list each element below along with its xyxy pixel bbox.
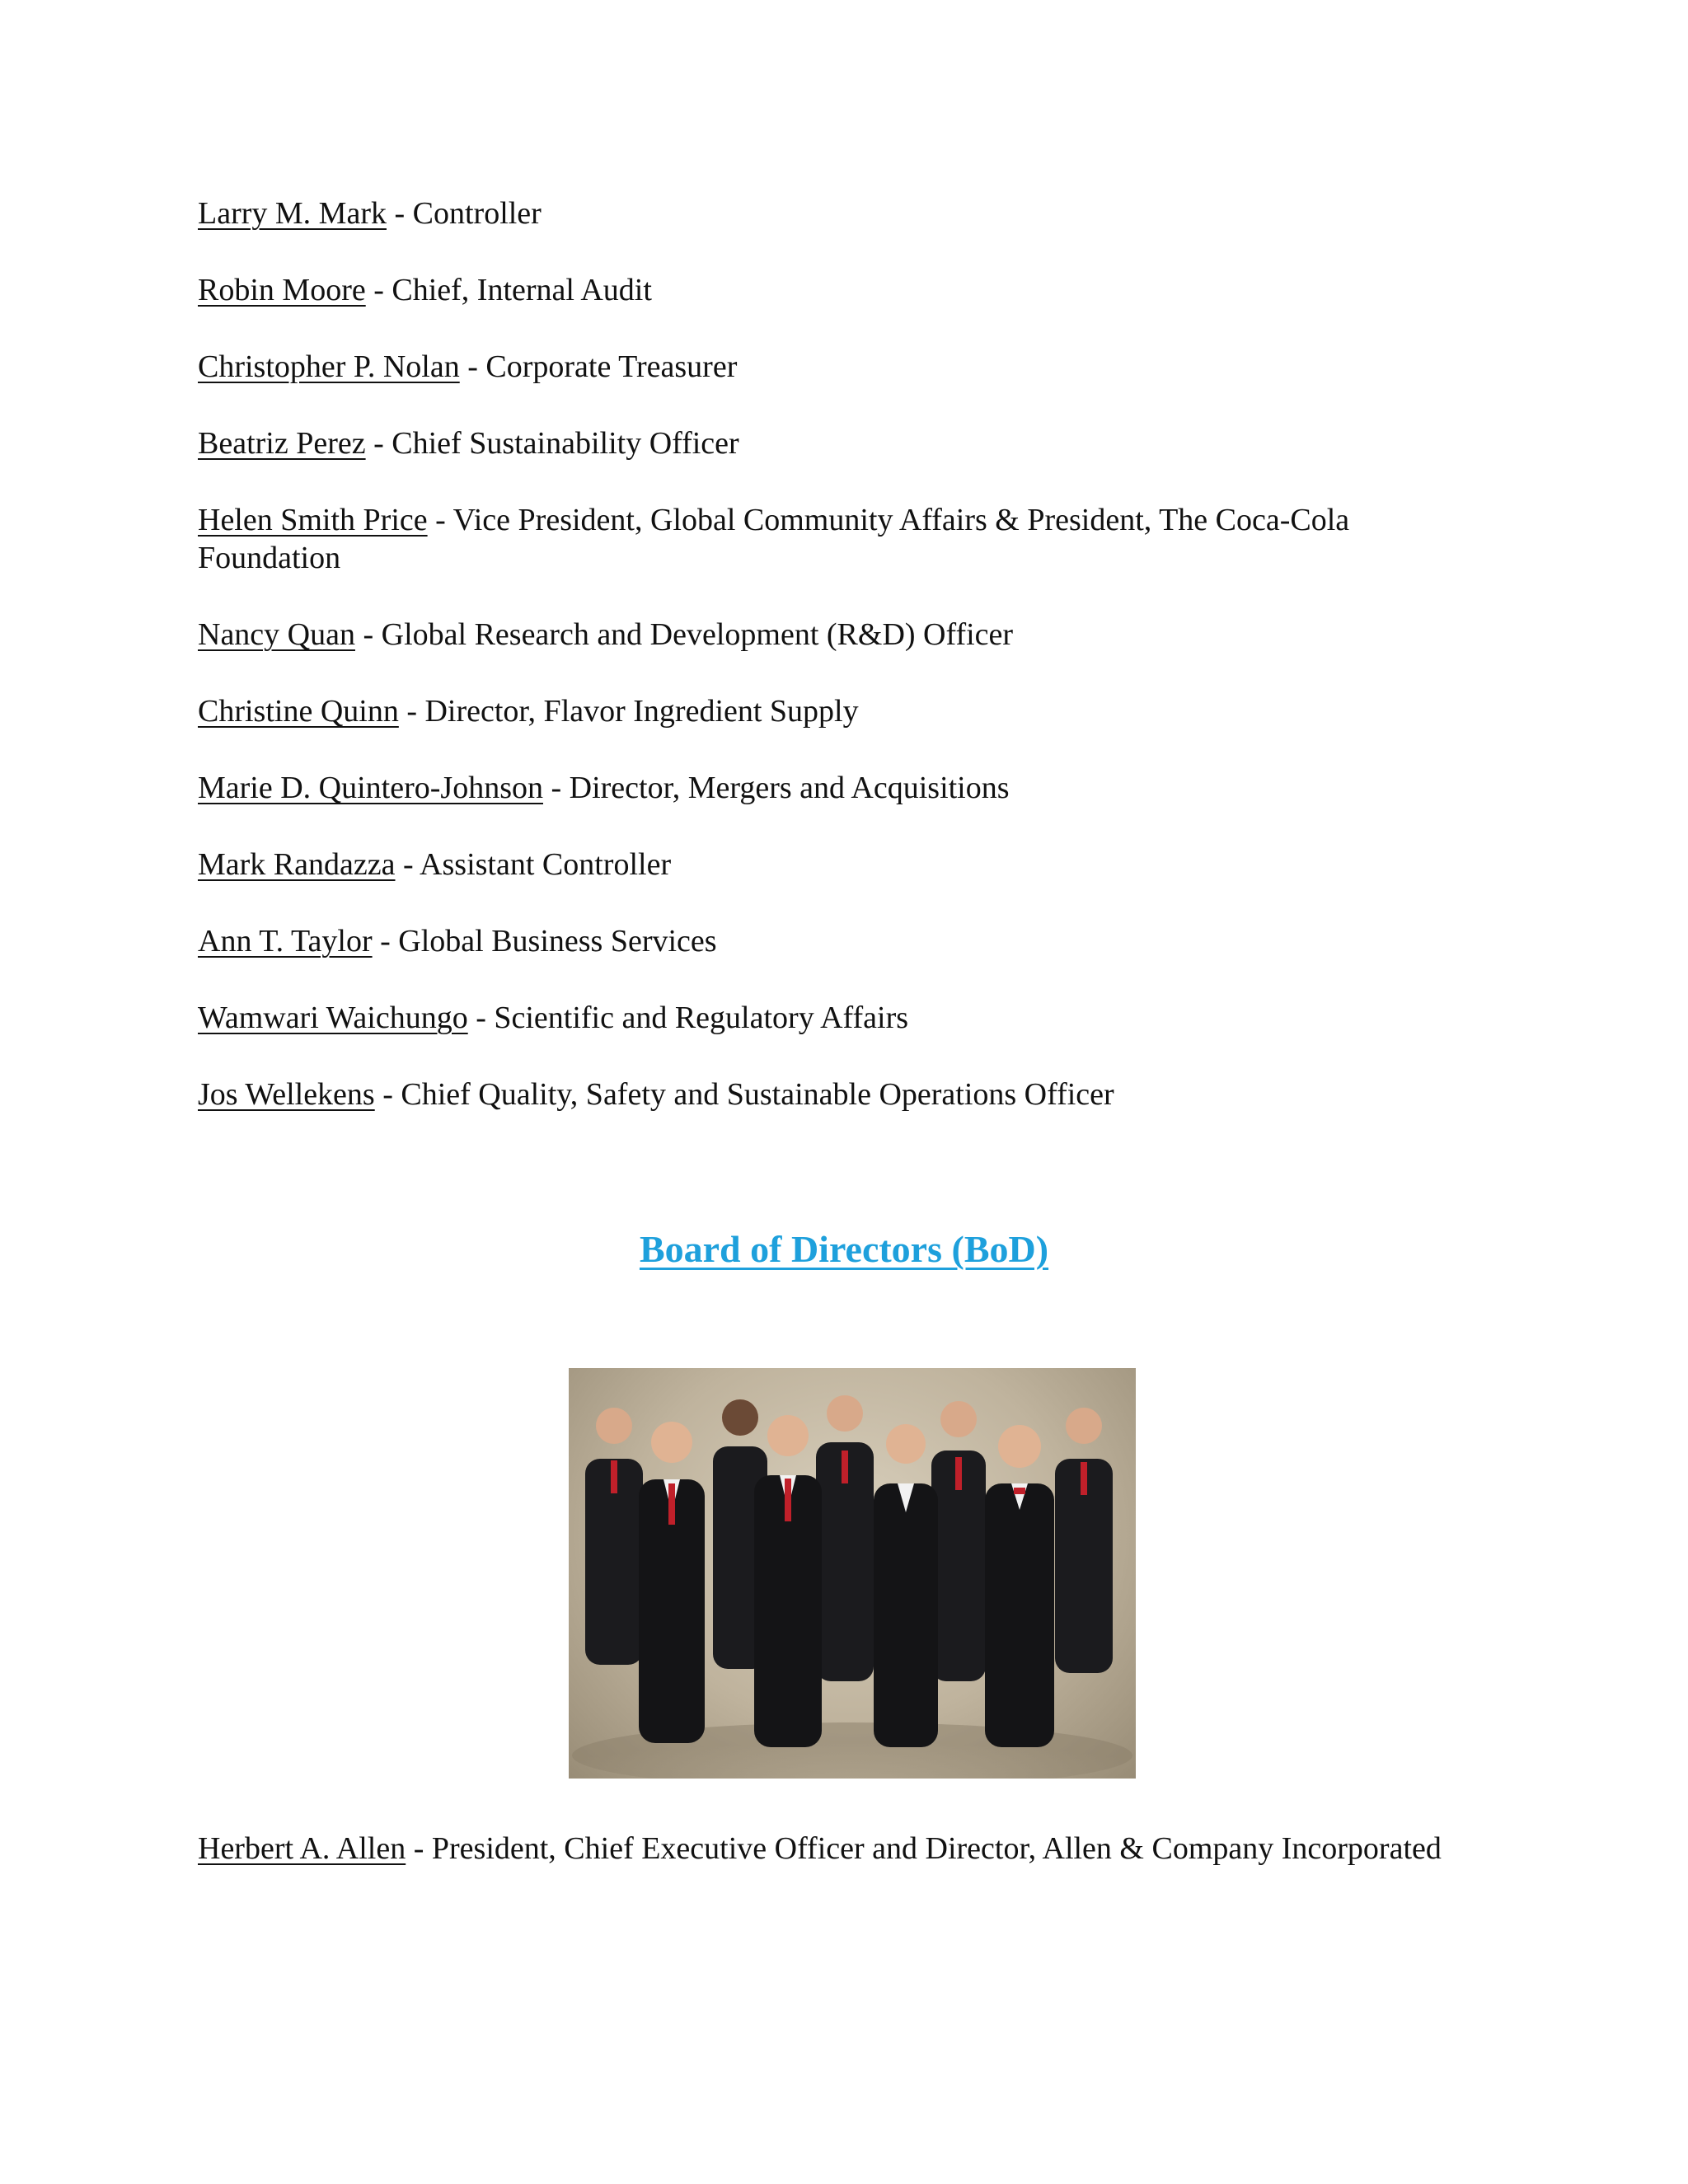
executive-role: - Global Research and Development (R&D) Officer [354, 617, 1014, 652]
executive-entry [198, 922, 1451, 960]
board-member-name-link[interactable]: Herbert A. Allen [198, 1831, 406, 1866]
executive-role: - Corporate Treasurer [459, 349, 738, 384]
board-photo-illustration [569, 1368, 1136, 1779]
executive-entry [198, 999, 1451, 1037]
executive-entry [198, 194, 1451, 232]
board-heading [0, 1226, 1688, 1272]
executive-entry [198, 348, 1451, 386]
executive-role: - Chief Sustainability Officer [365, 426, 739, 461]
executive-role: - Global Business Services [372, 924, 717, 958]
executive-role: - Chief Quality, Safety and Sustainable Operations Officer [374, 1077, 1114, 1112]
executive-entry [198, 424, 1451, 462]
executive-name-link[interactable]: Wamwari Waichungo [198, 1001, 468, 1035]
executive-entry [198, 769, 1451, 807]
executive-entry [198, 692, 1451, 730]
board-member-role: - President, Chief Executive Officer and Director, Allen & Company Incorporated [406, 1831, 1442, 1866]
executive-role: - Vice President, Global Community Affairs & President, The Coca-Cola Foundation [198, 503, 1350, 575]
board-heading-link[interactable]: Board of Directors (BoD) [639, 1228, 1049, 1270]
executive-entry [198, 271, 1451, 309]
executive-entry [198, 846, 1451, 883]
executive-role: - Director, Flavor Ingredient Supply [398, 694, 859, 729]
board-group-photo [569, 1368, 1136, 1779]
executive-name-link[interactable]: Jos Wellekens [198, 1077, 375, 1112]
executive-name-link[interactable]: Helen Smith Price [198, 503, 428, 537]
executive-name-link[interactable]: Robin Moore [198, 273, 366, 307]
executive-name-link[interactable]: Larry M. Mark [198, 196, 387, 231]
executive-role: - Director, Mergers and Acquisitions [542, 771, 1010, 805]
executive-name-link[interactable]: Beatriz Perez [198, 426, 366, 461]
executive-role: - Chief, Internal Audit [365, 273, 652, 307]
executive-name-link[interactable]: Christine Quinn [198, 694, 399, 729]
executive-entry [198, 1076, 1451, 1113]
board-member-entry [198, 1830, 1451, 1868]
executive-name-link[interactable]: Mark Randazza [198, 847, 396, 882]
executive-role: - Scientific and Regulatory Affairs [467, 1001, 909, 1035]
executive-name-link[interactable]: Nancy Quan [198, 617, 355, 652]
executive-role: - Assistant Controller [395, 847, 672, 882]
executive-name-link[interactable]: Marie D. Quintero-Johnson [198, 771, 543, 805]
executive-name-link[interactable]: Christopher P. Nolan [198, 349, 460, 384]
executive-entry [198, 616, 1451, 654]
executive-name-link[interactable]: Ann T. Taylor [198, 924, 373, 958]
executive-role: - Controller [386, 196, 542, 231]
executive-entry [198, 501, 1451, 577]
